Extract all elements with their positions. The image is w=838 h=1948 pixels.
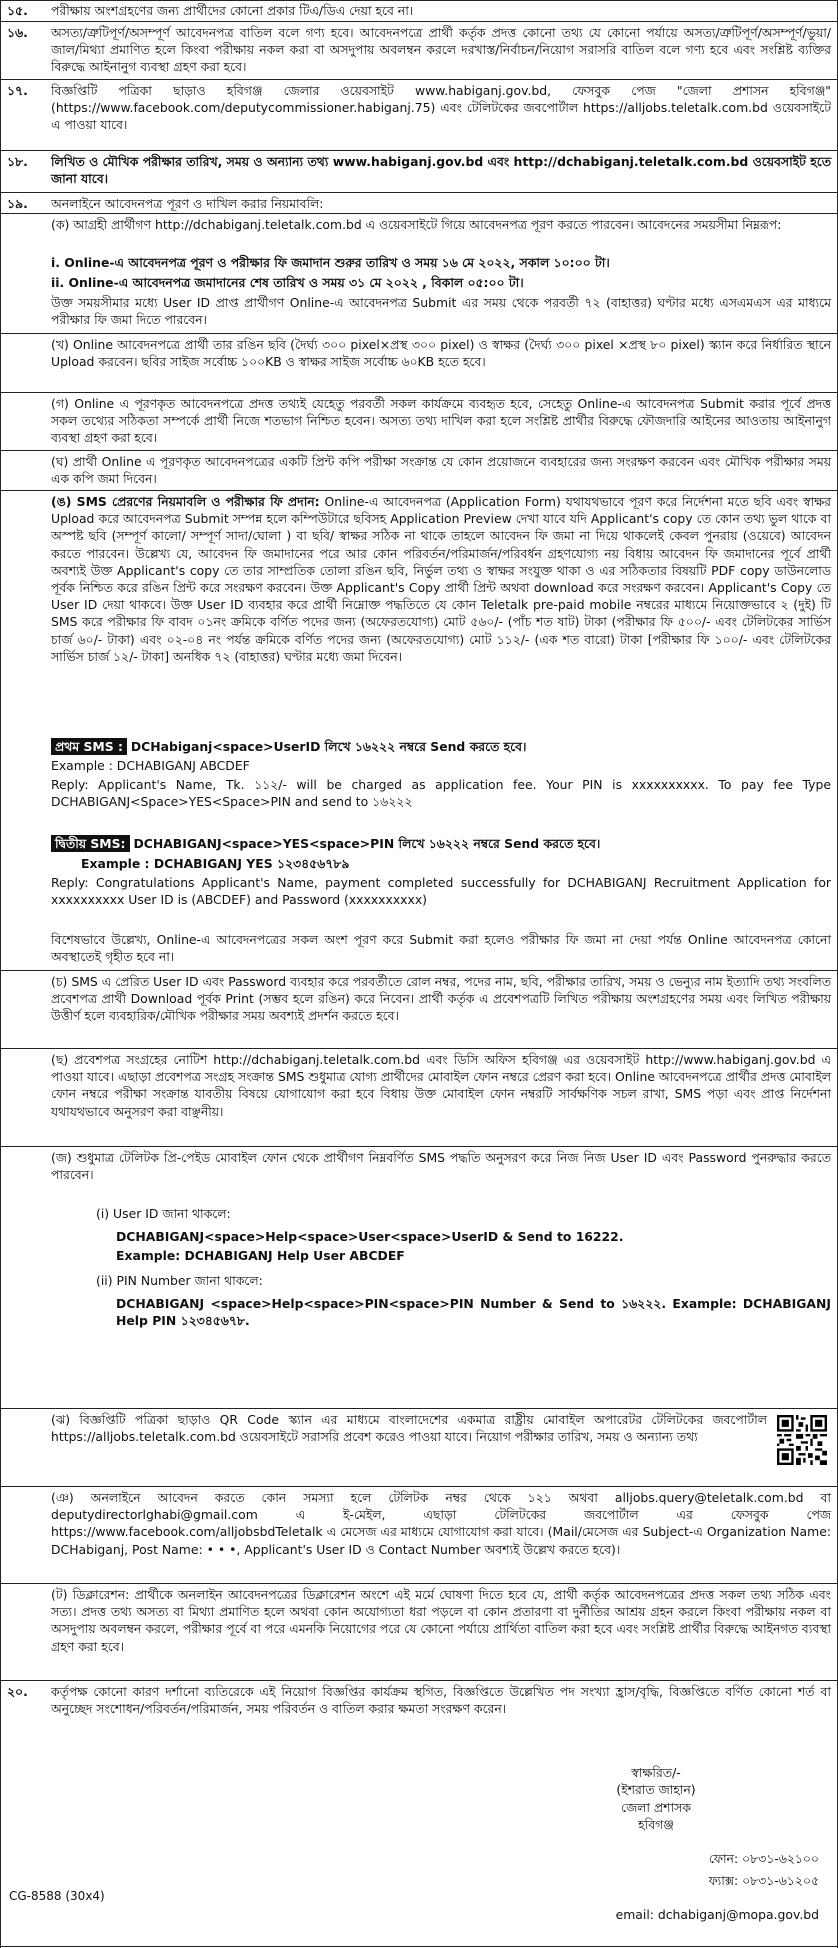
qr-code-icon[interactable] — [777, 1415, 827, 1465]
clause-ja-ii-cmd: DCHABIGANJ <space>Help<space>PIN<space>PIN Number & Send to ১৬২২২. Example: DCHABIGANJ Help PIN ১২৩৪৫৬৭৮. — [116, 1296, 831, 1329]
item-number: ১৬. — [7, 25, 28, 40]
fax-number: ফ্যাক্স: ০৮৩১-৬১২০৫ — [708, 1873, 819, 1888]
email-address: email: dchabiganj@mopa.gov.bd — [615, 1907, 819, 1922]
clause-nya: (ঞ) অনলাইনে আবেদন করতে কোন সমস্যা হলে টেলিটক নম্বর থেকে ১২১ অথবা alljobs.query@teletalk.com.bd বা deputydirectorlghabi@gmail.com এ ই-মেইল, এছাড়া টেলিটকের জবপোর্টাল এর ফেসবুক পেজ https://www.facebook.com/alljobsbdTeletalk এ মেসেজ এর মাধ্যমে যোগাযোগ করা যাবে। (Mail/মেসেজ এর Subject-এ Organization Name: DCHabiganj, Post Name: • • •, Applicant's User ID ও Contact Number অবশ্যই উল্লেখ করতে হবে)। — [51, 1490, 831, 1557]
item-number: ১৫. — [7, 3, 28, 18]
divider — [1, 490, 837, 491]
item-20 — [7, 1683, 831, 1717]
clause-gha: (ঘ) প্রার্থী Online এ পূরণকৃত আবেদনপত্রের একটি প্রিন্ট কপি পরীক্ষা সংক্রান্ত যে কোন প্রয়োজনে ব্যবহারের জন্য সংরক্ষণ করবেন এবং মৌখিক পরীক্ষার সময় এক কপি জমা দিবেন। — [51, 454, 831, 487]
divider — [1, 392, 837, 393]
divider — [1, 1583, 837, 1584]
item-text: কর্তৃপক্ষ কোনো কারণ দর্শানো ব্যতিরেকে এই নিয়োগ বিজ্ঞপ্তির কার্যক্রম স্থগিত, বিজ্ঞপ্তিতে উল্লেখিত পদ সংখ্যা হ্রাস/বৃদ্ধি, বিজ্ঞপ্তিতে বর্ণিত কোনো শর্ত বা অনুচ্ছেদ সংশোধন/পরিবর্তন/পরিমার্জন, সময় পরিবর্তন ও বাতিল করার ক্ষমতা সংরক্ষণ করেন। — [51, 1684, 831, 1717]
clause-uma — [51, 493, 831, 665]
clause-ja-i-cmd: DCHABIGANJ<space>Help<space>User<space>UserID & Send to 16222. — [116, 1229, 624, 1244]
sms-first-text: DCHabiganj<space>UserID লিখে ১৬২২২ নম্বরে Send করতে হবে। — [130, 739, 527, 754]
item-text: অনলাইনে আবেদনপত্র পূরণ ও দাখিল করার নিয়মাবলি: — [51, 196, 324, 211]
sms-first-reply: Reply: Applicant's Name, Tk. ১১২/- will be charged as application fee. Your PIN is xxxxxxxxxx. To pay fee Type DCHABIGANJ<Space>YES<Space>PIN and send to ১৬২২২ — [51, 777, 831, 810]
divider — [1, 79, 837, 80]
clause-ga: (গ) Online এ পূরণকৃত আবেদনপত্রে প্রদত্ত তথ্যই যেহেতু পরবর্তী সকল কার্যক্রমে ব্যবহৃত হবে, সেহেতু Online-এ আবেদনপত্র Submit করার পূর্বে প্রদত্ত সকল তথ্যের সঠিকতা সম্পর্কে প্রার্থী নিজে শতভাগ নিশ্চিত হবেন। অসত্য তথ্য দাখিল করা হলে সংশ্লিষ্ট প্রার্থীর বিরুদ্ধে ফৌজদারি আইনের আওতায় আইনানুগ ব্যবস্থা গ্রহণ করা হবে। — [51, 396, 831, 446]
divider — [1, 213, 837, 214]
divider — [1, 970, 837, 971]
clause-uma-heading: (ঙ) SMS প্রেরণের নিয়মাবলি ও পরীক্ষার ফি প্রদান: — [51, 494, 320, 509]
item-number: ১৯. — [7, 196, 28, 211]
signatory-name: (ইশরাত জাহান) — [616, 1782, 696, 1798]
sms-second — [51, 835, 831, 852]
clause-ka-ii: ii. Online-এ আবেদনপত্র জমাদানের শেষ তারিখ ও সময় ৩১ মে ২০২২ , বিকাল ০৫:০০ টা। — [51, 275, 524, 290]
sms-first-label: প্রথম SMS : — [51, 738, 127, 755]
divider — [1, 1486, 837, 1487]
clause-ka: (ক) আগ্রহী প্রার্থীগণ http://dchabiganj.teletalk.com.bd এ ওয়েবসাইটে গিয়ে আবেদনপত্র পূরণ করতে পারবেন। আবেদনের সময়সীমা নিম্নরূপ: — [51, 217, 782, 232]
divider — [1, 21, 837, 22]
divider — [1, 1680, 837, 1681]
signature-block — [571, 1764, 741, 1834]
divider — [1, 1146, 837, 1147]
divider — [1, 333, 837, 334]
sms-second-text: DCHABIGANJ<space>YES<space>PIN লিখে ১৬২২২ নম্বরে Send করতে হবে। — [133, 836, 601, 851]
phone-number: ফোন: ০৮৩১-৬২১০০ — [708, 1851, 819, 1866]
divider — [1, 450, 837, 451]
divider — [1, 1408, 837, 1409]
item-15 — [7, 2, 831, 19]
clause-uma-text: Online-এ আবেদনপত্র (Application Form) যথাযথভাবে পূরণ করে নির্দেশনা মতে ছবি এবং স্বাক্ষর Upload করে আবেদনপত্র Submit সম্পন্ন হলে কম্পিউটারে ছবিসহ Application Preview দেখা যাবে যদি Applicant's copy তে কোন তথ্য ভুল থাকে বা অস্পষ্ট ছবি (সম্পূর্ণ কালো/ সম্পূর্ণ সাদা/ঘোলা ) বা ছবি/ স্বাক্ষর সঠিক না থাকে তাহলে আবেদন ফি জমা না দিয়ে থাকলেই কেবল পুনরায় (ওয়েবে) আবেদন করতে পারবেন। উল্লেখ্য যে, আবেদন ফি জমাদানের পরে আর কোন পরিবর্তন/পরিমার্জন/পরিবর্ধন গ্রহণযোগ্য নয় বিধায় আবেদন ফি জমাদানের পূর্বে প্রার্থী অবশ্যই উক্ত Applicant's copy তে তার সাম্প্রতিক তোলা রঙিন ছবি, নির্ভুল তথ্য ও স্বাক্ষর সংযুক্ত থাকা ও এর সঠিকতার বিষয়টি PDF copy ডাউনলোড পূর্বক নিশ্চিত করে রঙিন প্রিন্ট করে সংরক্ষণ করবেন। উক্ত Applicant's Copy প্রার্থী প্রিন্ট অথবা download করে সংরক্ষণ করবেন। Applicant's Copy তে User ID দেয়া থাকবে। উক্ত User ID ব্যবহার করে প্রার্থী নিম্নোক্ত পদ্ধতিতে যে কোন Teletalk pre-paid mobile নম্বরের মাধ্যমে নিয়োক্তভাবে ২ (দুই) টি SMS করে পরীক্ষার ফি বাবদ ০১নং ক্রমিকে বর্ণিত পদের জন্য (অফেরতযোগ্য) মোট ৫৬০/- (পাঁচ শত ষাট) টাকা (পরীক্ষার ফি ৫০০/- এবং টেলিটকের সার্ভিস চার্জ ৬০/- টাকা) এবং ০২-০৪ নং পর্যন্ত ক্রমিকে বর্ণিত পদের জন্য (অফেরতযোগ্য) মোট ১১২/- (এক শত বারো) টাকা [পরীক্ষার ফি ১০০/- এবং টেলিটকের সার্ভিস চার্জ ১২/- টাকা] অনধিক ৭২ (বাহাত্তর) ঘণ্টার মধ্যে জমা দিবেন। — [51, 494, 831, 664]
clause-jha: (ঝ) বিজ্ঞপ্তিটি পত্রিকা ছাড়াও QR Code স্ক্যান এর মাধ্যমে বাংলাদেশের একমাত্র রাষ্ট্রীয় মোবাইল অপারেটর টেলিটকের জবপোর্টাল https://alljobs.teletalk.com.bd ওয়েবসাইটে সরাসরি প্রবেশ করেও পাওয়া যাবে। নিয়োগ পরীক্ষার তারিখ, সময় ও অন্যান্য তথ্য — [51, 1412, 767, 1445]
sms-second-example: Example : DCHABIGANJ YES ১২৩৪৫৬৭৮৯ — [81, 856, 350, 871]
item-text: পরীক্ষায় অংশগ্রহণের জন্য প্রার্থীদের কোনো প্রকার টিএ/ডিএ দেয়া হবে না। — [51, 3, 414, 18]
item-16 — [7, 24, 831, 76]
sms-second-reply: Reply: Congratulations Applicant's Name, payment completed successfully for DCHABIGANJ Recruitment Application for xxxxxxxxxx User ID is (ABCDEF) and Password (xxxxxxxxxx) — [51, 875, 831, 908]
top-border — [1, 0, 837, 1]
clause-ja-ii-head: (ii) PIN Number জানা থাকলে: — [96, 1273, 263, 1288]
signatory-district: হবিগঞ্জ — [638, 1817, 674, 1833]
sms-second-label: দ্বিতীয় SMS: — [51, 835, 130, 852]
item-17 — [7, 82, 831, 134]
clause-ka-note: উক্ত সময়সীমার মধ্যে User ID প্রাপ্ত প্রার্থীগণ Online-এ আবেদনপত্র Submit এর সময় থেকে পরবর্তী ৭২ (বাহাত্তর) ঘণ্টার মধ্যে এসএমএস এর মাধ্যমে পরীক্ষার ফি জমা দিতে পারবেন। — [51, 295, 831, 328]
divider — [1, 150, 837, 151]
item-text: বিজ্ঞপ্তিটি পত্রিকা ছাড়াও হবিগঞ্জ জেলার ওয়েবসাইট www.habiganj.gov.bd, ফেসবুক পেজ "জেলা প্রশাসন হবিগঞ্জ" (https://www.facebook.com/deputycommissioner.habiganj.75) এবং টেলিটকের জবপোর্টাল https://alljobs.teletalk.com.bd ওয়েবসাইটে এ পাওয়া যাবে। — [51, 83, 831, 133]
item-number: ১৮. — [7, 154, 28, 169]
divider — [1, 1048, 837, 1049]
clause-ja-i-example: Example: DCHABIGANJ Help User ABCDEF — [116, 1248, 405, 1263]
signatory-title: জেলা প্রশাসক — [621, 1799, 691, 1815]
divider — [1, 192, 837, 193]
item-text: লিখিত ও মৌখিক পরীক্ষার তারিখ, সময় ও অন্যান্য তথ্য www.habiganj.gov.bd এবং http://dchabiganj.teletalk.com.bd ওয়েবসাইট হতে জানা যাবে। — [51, 154, 831, 187]
note-online: বিশেষভাবে উল্লেখ্য, Online-এ আবেদনপত্রের সকল অংশ পূরণ করে Submit করা হলেও পরীক্ষার ফি জমা না দেয়া পর্যন্ত Online আবেদনপত্র কোনো অবস্থাতেই গৃহীত হবে না। — [51, 932, 831, 965]
sms-first-example: Example : DCHABIGANJ ABCDEF — [51, 758, 250, 773]
clause-ja-i-head: (i) User ID জানা থাকলে: — [96, 1206, 231, 1221]
advertisement-code: CG-8588 (30x4) — [9, 1889, 105, 1903]
clause-ja: (জ) শুধুমাত্র টেলিটক প্রি-পেইড মোবাইল ফোন থেকে প্রার্থীগণ নিম্নবর্ণিত SMS পদ্ধতি অনুসরণ করে নিজ নিজ User ID এবং Password পুনরুদ্ধার করতে পারবেন। — [51, 1150, 831, 1183]
item-number: ১৭. — [7, 83, 28, 98]
item-19 — [7, 195, 831, 212]
sms-first — [51, 738, 831, 755]
item-text: অসত্য/ত্রুটিপূর্ণ/অসম্পূর্ণ আবেদনপত্র বাতিল বলে গণ্য হবে। আবেদনপত্রে প্রার্থী কর্তৃক প্রদত্ত কোনো তথ্য যে কোনো পর্যায়ে অসত্য/ত্রুটিপূর্ণ/অসম্পূর্ণ/ভুয়া/ জাল/মিথ্যা প্রমাণিত হলে কিংবা পরীক্ষায় নকল করা বা অসদুপায় অবলম্বন করলে দরখাস্ত/নির্বাচন/নিয়োগ সরাসরি বাতিল বলে গণ্য হবে এবং সংশ্লিষ্ট ব্যক্তির বিরুদ্ধে আইনানুগ ব্যবস্থা গ্রহণ করা হবে। — [51, 25, 831, 75]
clause-cha: (চ) SMS এ প্রেরিত User ID এবং Password ব্যবহার করে পরবর্তীতে রোল নম্বর, পদের নাম, ছবি, পরীক্ষার তারিখ, সময় ও ভেন্যুর নাম ইত্যাদি তথ্য সংবলিত প্রবেশপত্র প্রার্থী Download পূর্বক Print (সম্ভব হলে রঙিন) করে নিবেন। প্রার্থী কর্তৃক এ প্রবেশপত্রটি লিখিত পরীক্ষায় অংশগ্রহণের সময় এবং লিখিত পরীক্ষায় উত্তীর্ণ হলে ব্যবহারিক/মৌখিক পরীক্ষার সময় অবশ্যই প্রদর্শন করতে হবে। — [51, 974, 831, 1024]
clause-ta: (ট) ডিক্লারেশন: প্রার্থীকে অনলাইন আবেদনপত্রের ডিক্লারেশন অংশে এই মর্মে ঘোষণা দিতে হবে যে, প্রার্থী কর্তৃক আবেদনপত্রের প্রদত্ত সকল তথ্য সঠিক এবং সত্য। প্রদত্ত তথ্য অসত্য বা মিথ্যা প্রমাণিত হলে অথবা কোন অযোগ্যতা ধরা পড়লে বা কোন প্রতারণা বা দুর্নীতির আশ্রয় গ্রহন করলে কিংবা পরীক্ষায় নকল বা অসদুপায় অবলম্বন করলে, পরীক্ষার পূর্বে বা পরে এমনকি নিয়োগের পরে যে কোনো পর্যায়ে প্রার্থিতা বাতিল করা হবে এবং সংশ্লিষ্ট প্রার্থীর বিরুদ্ধে আইনগত ব্যবস্থা গ্রহণ করা হবে। — [51, 1587, 831, 1654]
clause-kha: (খ) Online আবেদনপত্রে প্রার্থী তার রঙিন ছবি (দৈর্ঘ্য ৩০০ pixel×প্রস্থ ৩০০ pixel) ও স্বাক্ষর (দৈর্ঘ্য ৩০০ pixel ×প্রস্থ ৮০ pixel) স্ক্যান করে নির্ধারিত স্থানে Upload করবেন। ছবির সাইজ সর্বোচ্চ ১০০KB ও স্বাক্ষর সাইজ সর্বোচ্চ ৬০KB হতে হবে। — [51, 337, 831, 370]
item-number: ২০. — [7, 1684, 28, 1699]
item-18 — [7, 153, 831, 187]
signed-label: স্বাক্ষরিত/- — [631, 1765, 681, 1780]
clause-ka-i: i. Online-এ আবেদনপত্র পূরণ ও পরীক্ষার ফি জমাদান শুরুর তারিখ ও সময় ১৬ মে ২০২২, সকাল ১০:০০ টা। — [51, 255, 610, 270]
clause-chha: (ছ) প্রবেশপত্র সংগ্রহের নোটিশ http://dchabiganj.teletalk.com.bd এবং ডিসি অফিস হবিগঞ্জ এর ওয়েবসাইট http://www.habiganj.gov.bd এ পাওয়া যাবে। এছাড়া প্রবেশপত্র সংগ্রহ সংক্রান্ত SMS শুধুমাত্র যোগ্য প্রার্থীদের মোবাইল ফোন নম্বরে প্রেরণ করা হবে। Online আবেদনপত্রে প্রার্থীর প্রদত্ত মোবাইল ফোন নম্বরে পরীক্ষা সংক্রান্ত যাবতীয় বিষয়ে যোগাযোগ করা হবে বিধায় উক্ত মোবাইল ফোন নম্বরটি সার্বক্ষণিক সচল রাখা, SMS পড়া এবং প্রাপ্ত নির্দেশনা যথাযথভাবে অনুসরণ করা বাঞ্ছনীয়। — [51, 1052, 831, 1119]
bottom-border — [1, 1946, 837, 1947]
